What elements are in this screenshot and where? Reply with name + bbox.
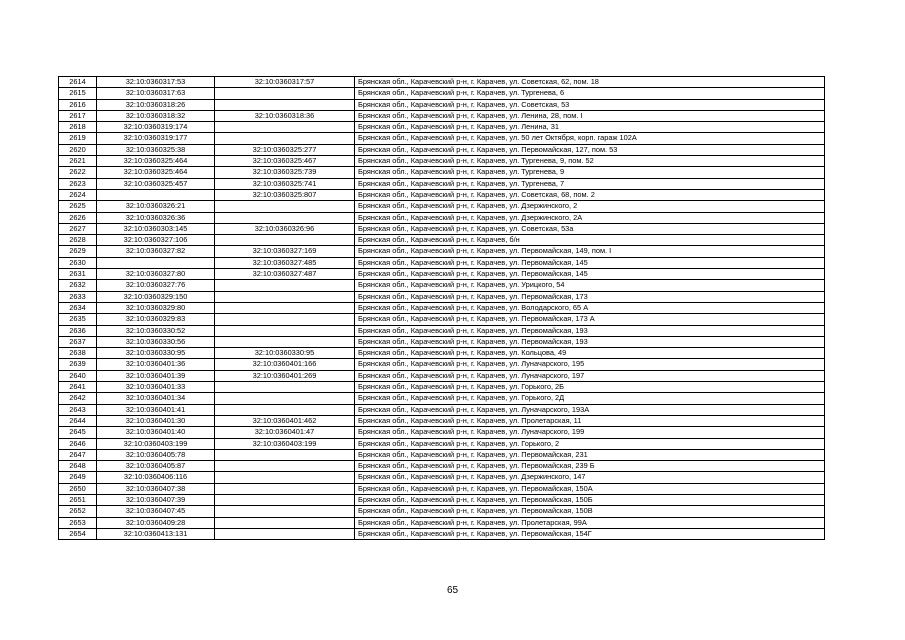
address-cell: Брянская обл., Карачевский р-н, г. Карачев, ул. Советская, 68, пом. 2 (355, 189, 825, 200)
row-number-cell: 2641 (59, 382, 97, 393)
row-number-cell: 2648 (59, 461, 97, 472)
building-cadastral-number-cell: 32:10:0360401:269 (215, 370, 355, 381)
cadastral-number-cell: 32:10:0360401:41 (97, 404, 215, 415)
table-row (59, 189, 825, 200)
building-cadastral-number-cell (215, 517, 355, 528)
building-cadastral-number-cell: 32:10:0360327:487 (215, 269, 355, 280)
address-cell: Брянская обл., Карачевский р-н, г. Карачев, ул. Первомайская, 127, пом. 53 (355, 144, 825, 155)
row-number-cell: 2624 (59, 189, 97, 200)
building-cadastral-number-cell: 32:10:0360401:47 (215, 427, 355, 438)
row-number-cell: 2619 (59, 133, 97, 144)
cadastral-number-cell: 32:10:0360406:116 (97, 472, 215, 483)
building-cadastral-number-cell (215, 461, 355, 472)
row-number-cell: 2645 (59, 427, 97, 438)
row-number-cell: 2615 (59, 88, 97, 99)
address-cell: Брянская обл., Карачевский р-н, г. Карачев, ул. Первомайская, 154Г (355, 528, 825, 539)
table-row (59, 336, 825, 347)
table-row (59, 359, 825, 370)
table-row (59, 133, 825, 144)
cadastral-number-cell: 32:10:0360401:30 (97, 415, 215, 426)
address-cell: Брянская обл., Карачевский р-н, г. Карачев, ул. Первомайская, 173 А (355, 314, 825, 325)
building-cadastral-number-cell (215, 280, 355, 291)
address-cell: Брянская обл., Карачевский р-н, г. Карачев, ул. Луначарского, 199 (355, 427, 825, 438)
address-cell: Брянская обл., Карачевский р-н, г. Карачев, ул. Первомайская, 150А (355, 483, 825, 494)
row-number-cell: 2633 (59, 291, 97, 302)
building-cadastral-number-cell (215, 99, 355, 110)
row-number-cell: 2652 (59, 506, 97, 517)
cadastral-number-cell (97, 189, 215, 200)
cadastral-number-cell: 32:10:0360401:36 (97, 359, 215, 370)
table-row (59, 506, 825, 517)
row-number-cell: 2651 (59, 494, 97, 505)
address-cell: Брянская обл., Карачевский р-н, г. Карачев, ул. Первомайская, 150Б (355, 494, 825, 505)
building-cadastral-number-cell (215, 212, 355, 223)
building-cadastral-number-cell: 32:10:0360325:807 (215, 189, 355, 200)
building-cadastral-number-cell: 32:10:0360403:199 (215, 438, 355, 449)
address-cell: Брянская обл., Карачевский р-н, г. Карачев, ул. Луначарского, 195 (355, 359, 825, 370)
building-cadastral-number-cell: 32:10:0360325:739 (215, 167, 355, 178)
cadastral-number-cell: 32:10:0360327:106 (97, 235, 215, 246)
row-number-cell: 2650 (59, 483, 97, 494)
table-row (59, 382, 825, 393)
building-cadastral-number-cell (215, 506, 355, 517)
table-row (59, 77, 825, 88)
table-row (59, 528, 825, 539)
row-number-cell: 2649 (59, 472, 97, 483)
address-cell: Брянская обл., Карачевский р-н, г. Карачев, ул. Тургенева, 9, пом. 52 (355, 156, 825, 167)
row-number-cell: 2626 (59, 212, 97, 223)
cadastral-number-cell: 32:10:0360405:78 (97, 449, 215, 460)
address-cell: Брянская обл., Карачевский р-н, г. Карачев, ул. Первомайская, 239 Б (355, 461, 825, 472)
cadastral-number-cell: 32:10:0360318:32 (97, 110, 215, 121)
row-number-cell: 2629 (59, 246, 97, 257)
row-number-cell: 2614 (59, 77, 97, 88)
cadastral-number-cell: 32:10:0360407:38 (97, 483, 215, 494)
address-cell: Брянская обл., Карачевский р-н, г. Карачев, ул. Советская, 53 (355, 99, 825, 110)
address-cell: Брянская обл., Карачевский р-н, г. Карачев, ул. Первомайская, 145 (355, 257, 825, 268)
building-cadastral-number-cell: 32:10:0360401:166 (215, 359, 355, 370)
cadastral-number-cell: 32:10:0360319:177 (97, 133, 215, 144)
row-number-cell: 2623 (59, 178, 97, 189)
cadastral-number-cell: 32:10:0360326:21 (97, 201, 215, 212)
cadastral-number-cell: 32:10:0360303:145 (97, 223, 215, 234)
cadastral-number-cell: 32:10:0360413:131 (97, 528, 215, 539)
table-row (59, 144, 825, 155)
cadastral-number-cell: 32:10:0360327:76 (97, 280, 215, 291)
table-row (59, 393, 825, 404)
row-number-cell: 2646 (59, 438, 97, 449)
cadastral-number-cell: 32:10:0360325:464 (97, 167, 215, 178)
table-row (59, 246, 825, 257)
table-row (59, 404, 825, 415)
table-row (59, 314, 825, 325)
table-row (59, 291, 825, 302)
address-cell: Брянская обл., Карачевский р-н, г. Карачев, ул. Урицкого, 54 (355, 280, 825, 291)
address-cell: Брянская обл., Карачевский р-н, г. Карачев, ул. Первомайская, 145 (355, 269, 825, 280)
address-cell: Брянская обл., Карачевский р-н, г. Карачев, ул. Пролетарская, 11 (355, 415, 825, 426)
address-cell: Брянская обл., Карачевский р-н, г. Карачев, ул. Дзержинского, 2А (355, 212, 825, 223)
building-cadastral-number-cell: 32:10:0360318:36 (215, 110, 355, 121)
building-cadastral-number-cell: 32:10:0360325:741 (215, 178, 355, 189)
table-row (59, 370, 825, 381)
address-cell: Брянская обл., Карачевский р-н, г. Карачев, ул. Горького, 2 (355, 438, 825, 449)
address-cell: Брянская обл., Карачевский р-н, г. Карачев, ул. Володарского, 65 А (355, 302, 825, 313)
address-cell: Брянская обл., Карачевский р-н, г. Карачев, ул. Горького, 2Д (355, 393, 825, 404)
table-row (59, 156, 825, 167)
building-cadastral-number-cell (215, 122, 355, 133)
row-number-cell: 2622 (59, 167, 97, 178)
address-cell: Брянская обл., Карачевский р-н, г. Карачев, ул. Советская, 62, пом. 18 (355, 77, 825, 88)
row-number-cell: 2631 (59, 269, 97, 280)
address-cell: Брянская обл., Карачевский р-н, г. Карачев, ул. Луначарского, 193А (355, 404, 825, 415)
address-cell: Брянская обл., Карачевский р-н, г. Карачев, ул. Ленина, 31 (355, 122, 825, 133)
address-cell: Брянская обл., Карачевский р-н, г. Карачев, ул. Луначарского, 197 (355, 370, 825, 381)
cadastral-number-cell: 32:10:0360329:80 (97, 302, 215, 313)
row-number-cell: 2639 (59, 359, 97, 370)
cadastral-number-cell: 32:10:0360327:82 (97, 246, 215, 257)
row-number-cell: 2621 (59, 156, 97, 167)
row-number-cell: 2653 (59, 517, 97, 528)
cadastral-number-cell: 32:10:0360407:45 (97, 506, 215, 517)
address-cell: Брянская обл., Карачевский р-н, г. Карачев, ул. Кольцова, 49 (355, 348, 825, 359)
row-number-cell: 2620 (59, 144, 97, 155)
address-cell: Брянская обл., Карачевский р-н, г. Карачев, ул. 50 лет Октября, корп. гараж 102А (355, 133, 825, 144)
building-cadastral-number-cell (215, 404, 355, 415)
cadastral-number-cell: 32:10:0360329:150 (97, 291, 215, 302)
cadastral-number-cell: 32:10:0360401:40 (97, 427, 215, 438)
row-number-cell: 2625 (59, 201, 97, 212)
building-cadastral-number-cell (215, 393, 355, 404)
address-cell: Брянская обл., Карачевский р-н, г. Карачев, ул. Первомайская, 173 (355, 291, 825, 302)
building-cadastral-number-cell (215, 472, 355, 483)
building-cadastral-number-cell (215, 235, 355, 246)
table-row (59, 302, 825, 313)
property-registry-table (58, 76, 825, 540)
table-row (59, 257, 825, 268)
cadastral-number-cell (97, 257, 215, 268)
cadastral-number-cell: 32:10:0360330:56 (97, 336, 215, 347)
building-cadastral-number-cell (215, 449, 355, 460)
address-cell: Брянская обл., Карачевский р-н, г. Карачев, ул. Тургенева, 7 (355, 178, 825, 189)
row-number-cell: 2647 (59, 449, 97, 460)
table-row (59, 269, 825, 280)
table-row (59, 348, 825, 359)
address-cell: Брянская обл., Карачевский р-н, г. Карачев, ул. Советская, 53а (355, 223, 825, 234)
row-number-cell: 2617 (59, 110, 97, 121)
row-number-cell: 2637 (59, 336, 97, 347)
cadastral-number-cell: 32:10:0360319:174 (97, 122, 215, 133)
building-cadastral-number-cell (215, 201, 355, 212)
cadastral-number-cell: 32:10:0360401:39 (97, 370, 215, 381)
row-number-cell: 2654 (59, 528, 97, 539)
cadastral-number-cell: 32:10:0360401:33 (97, 382, 215, 393)
row-number-cell: 2630 (59, 257, 97, 268)
address-cell: Брянская обл., Карачевский р-н, г. Карачев, ул. Первомайская, 193 (355, 325, 825, 336)
building-cadastral-number-cell (215, 88, 355, 99)
table-row (59, 235, 825, 246)
building-cadastral-number-cell (215, 528, 355, 539)
building-cadastral-number-cell: 32:10:0360330:95 (215, 348, 355, 359)
row-number-cell: 2640 (59, 370, 97, 381)
table-row (59, 88, 825, 99)
address-cell: Брянская обл., Карачевский р-н, г. Карачев, б/н (355, 235, 825, 246)
address-cell: Брянская обл., Карачевский р-н, г. Карачев, ул. Ленина, 28, пом. I (355, 110, 825, 121)
row-number-cell: 2628 (59, 235, 97, 246)
row-number-cell: 2618 (59, 122, 97, 133)
cadastral-number-cell: 32:10:0360317:53 (97, 77, 215, 88)
table-row (59, 99, 825, 110)
table-row (59, 449, 825, 460)
table-row (59, 212, 825, 223)
cadastral-number-cell: 32:10:0360325:38 (97, 144, 215, 155)
building-cadastral-number-cell (215, 494, 355, 505)
table-row (59, 483, 825, 494)
row-number-cell: 2644 (59, 415, 97, 426)
address-cell: Брянская обл., Карачевский р-н, г. Карачев, ул. Первомайская, 150В (355, 506, 825, 517)
row-number-cell: 2616 (59, 99, 97, 110)
address-cell: Брянская обл., Карачевский р-н, г. Карачев, ул. Горького, 2Б (355, 382, 825, 393)
table-row (59, 122, 825, 133)
cadastral-number-cell: 32:10:0360317:63 (97, 88, 215, 99)
table-row (59, 494, 825, 505)
address-cell: Брянская обл., Карачевский р-н, г. Карачев, ул. Тургенева, 6 (355, 88, 825, 99)
address-cell: Брянская обл., Карачевский р-н, г. Карачев, ул. Пролетарская, 99А (355, 517, 825, 528)
row-number-cell: 2643 (59, 404, 97, 415)
registry-table-body (59, 77, 825, 540)
table-row (59, 280, 825, 291)
building-cadastral-number-cell: 32:10:0360327:485 (215, 257, 355, 268)
cadastral-number-cell: 32:10:0360403:199 (97, 438, 215, 449)
row-number-cell: 2638 (59, 348, 97, 359)
table-row (59, 427, 825, 438)
address-cell: Брянская обл., Карачевский р-н, г. Карачев, ул. Дзержинского, 2 (355, 201, 825, 212)
row-number-cell: 2635 (59, 314, 97, 325)
address-cell: Брянская обл., Карачевский р-н, г. Карачев, ул. Тургенева, 9 (355, 167, 825, 178)
address-cell: Брянская обл., Карачевский р-н, г. Карачев, ул. Первомайская, 193 (355, 336, 825, 347)
row-number-cell: 2634 (59, 302, 97, 313)
row-number-cell: 2636 (59, 325, 97, 336)
building-cadastral-number-cell: 32:10:0360325:277 (215, 144, 355, 155)
row-number-cell: 2627 (59, 223, 97, 234)
page-number: 65 (446, 585, 459, 596)
cadastral-number-cell: 32:10:0360325:464 (97, 156, 215, 167)
building-cadastral-number-cell (215, 325, 355, 336)
building-cadastral-number-cell (215, 483, 355, 494)
cadastral-number-cell: 32:10:0360327:80 (97, 269, 215, 280)
cadastral-number-cell: 32:10:0360330:95 (97, 348, 215, 359)
cadastral-number-cell: 32:10:0360407:39 (97, 494, 215, 505)
row-number-cell: 2632 (59, 280, 97, 291)
building-cadastral-number-cell (215, 291, 355, 302)
table-row (59, 110, 825, 121)
table-row (59, 325, 825, 336)
cadastral-number-cell: 32:10:0360401:34 (97, 393, 215, 404)
cadastral-number-cell: 32:10:0360318:26 (97, 99, 215, 110)
table-row (59, 461, 825, 472)
row-number-cell: 2642 (59, 393, 97, 404)
building-cadastral-number-cell: 32:10:0360317:57 (215, 77, 355, 88)
cadastral-number-cell: 32:10:0360409:28 (97, 517, 215, 528)
table-row (59, 517, 825, 528)
table-row (59, 472, 825, 483)
table-row (59, 438, 825, 449)
address-cell: Брянская обл., Карачевский р-н, г. Карачев, ул. Дзержинского, 147 (355, 472, 825, 483)
address-cell: Брянская обл., Карачевский р-н, г. Карачев, ул. Первомайская, 149, пом. I (355, 246, 825, 257)
building-cadastral-number-cell: 32:10:0360401:462 (215, 415, 355, 426)
building-cadastral-number-cell (215, 336, 355, 347)
cadastral-number-cell: 32:10:0360330:52 (97, 325, 215, 336)
table-row (59, 415, 825, 426)
address-cell: Брянская обл., Карачевский р-н, г. Карачев, ул. Первомайская, 231 (355, 449, 825, 460)
table-row (59, 223, 825, 234)
table-row (59, 201, 825, 212)
cadastral-number-cell: 32:10:0360405:87 (97, 461, 215, 472)
cadastral-number-cell: 32:10:0360329:83 (97, 314, 215, 325)
building-cadastral-number-cell (215, 302, 355, 313)
table-row (59, 167, 825, 178)
cadastral-number-cell: 32:10:0360325:457 (97, 178, 215, 189)
building-cadastral-number-cell (215, 314, 355, 325)
building-cadastral-number-cell: 32:10:0360327:169 (215, 246, 355, 257)
building-cadastral-number-cell (215, 133, 355, 144)
cadastral-number-cell: 32:10:0360326:36 (97, 212, 215, 223)
building-cadastral-number-cell: 32:10:0360326:96 (215, 223, 355, 234)
building-cadastral-number-cell: 32:10:0360325:467 (215, 156, 355, 167)
table-row (59, 178, 825, 189)
building-cadastral-number-cell (215, 382, 355, 393)
